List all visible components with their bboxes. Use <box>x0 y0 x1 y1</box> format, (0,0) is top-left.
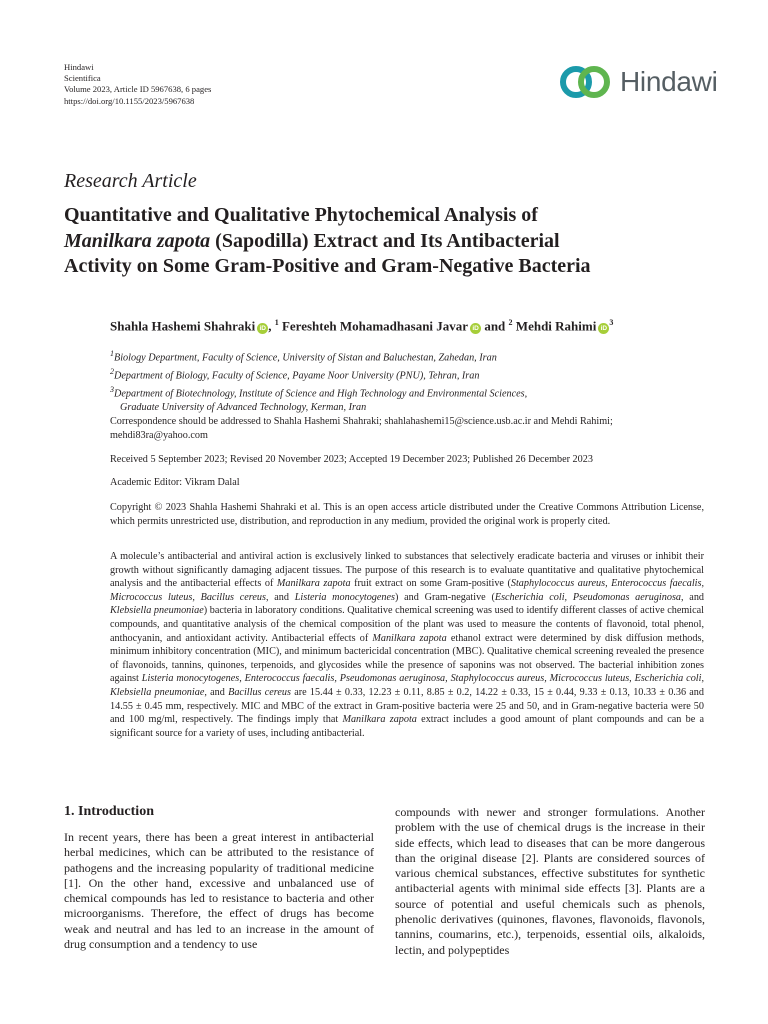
affiliation: $^2$Department of Biology, Faculty of Science, Payame Noor University (PNU), Tehran, Iran <box>110 366 480 382</box>
author-name[interactable]: Mehdi Rahimi <box>515 318 597 334</box>
author-affil-sup: 2 <box>508 318 513 327</box>
journal-meta <box>64 62 211 107</box>
author-name[interactable]: Fereshteh Mohamadhasani Javar <box>281 318 469 334</box>
abstract-italic-run: Listeria monocytogenes <box>294 591 395 603</box>
hindawi-logo-text: Hindawi <box>620 66 718 97</box>
paper-title <box>64 203 704 280</box>
abstract-italic-run: Manilkara zapota <box>342 714 417 726</box>
publisher-name: Hindawi <box>64 62 94 72</box>
abstract-text-run: ) bacteria in laboratory conditions. Qualitative chemical screening was used to identify different classes of active chemical compounds, and quantitative analysis of the chemical composition of the plant was used to measure the contents of flavonoid, total phenol, anthocyanin, and antioxidant activity. Antibacterial effects of <box>110 605 705 644</box>
publication-dates: Received 5 September 2023; Revised 20 November 2023; Accepted 19 December 2023; Published 26 December 2023 <box>110 454 593 465</box>
doi-link[interactable]: https://doi.org/10.1155/2023/5967638 <box>64 95 195 106</box>
abstract-text-run: extract includes a good amount of plant compounds and can be a significant source for a variety of uses, including antibacterial. <box>110 714 704 739</box>
abstract-text-run: ) and Gram-negative ( <box>395 591 495 603</box>
abstract-italic-run: Bacillus cereus <box>228 686 291 698</box>
affiliation: $^1$Biology Department, Faculty of Science, University of Sistan and Baluchestan, Zahedan, Iran <box>110 349 497 364</box>
hindawi-logo-icon <box>556 64 614 100</box>
abstract-text-run: , and <box>681 591 705 603</box>
affiliations <box>110 347 710 414</box>
author-separator: , <box>268 318 275 334</box>
title-line-1: Quantitative and Qualitative Phytochemical Analysis of <box>64 204 538 226</box>
abstract-text-run: A molecule’s antibacterial and antiviral action is exclusively linked to substances that selectively eradicate bacteria and viruses or inhibit their growth without significantly damaging adjacent tissues. The purpose of this research is to evaluate quantitative and qualitative phytochemical analysis and the antibacterial effects of <box>110 551 704 590</box>
introduction-column-1: In recent years, there has been a great interest in antibacterial herbal medicines, which can be attributed to the resistance of pathogens and the increasing popularity of traditional medicine [1]. On the other hand, excessive and unbalanced use of chemical compounds has led to resistance to bacteria and other microorganisms. Therefore, the effect of drugs has become weak and neutral and has led to an increase in the amount of drug consumption and a tendency to use <box>64 830 374 952</box>
abstract-italic-run: Staphylococcus aureus, Enterococcus faecalis, Micrococcus luteus, Bacillus cereus <box>110 578 704 603</box>
title-line-3: Activity on Some Gram-Positive and Gram-Negative Bacteria <box>64 255 591 277</box>
academic-editor: Academic Editor: Vikram Dalal <box>110 477 240 488</box>
copyright-notice: Copyright © 2023 Shahla Hashemi Shahraki et al. This is an open access article distributed under the Creative Commons Attribution License, which permits unrestricted use, distribution, and reproduction in any medium, provided the original work is properly cited. <box>110 502 704 527</box>
author-affil-sup: 1 <box>274 318 279 327</box>
abstract-text-run: are 15.44 ± 0.33, 12.23 ± 0.11, 8.85 ± 0.2, 14.22 ± 0.33, 15 ± 0.44, 9.33 ± 0.13, 10.33 ± 0.36 and 14.55 ± 0.45 mm, respectively. MIC and MBC of the extract in Gram-positive bacteria were 25 and 50, and in Gram-negative bacteria were 50 and 100 mg/ml, respectively. The findings imply that <box>110 686 704 726</box>
abstract <box>110 550 704 740</box>
title-species: Manilkara zapota <box>64 229 211 252</box>
orcid-icon[interactable]: iD <box>598 323 609 334</box>
abstract-italic-run: Manilkara zapota <box>276 578 351 590</box>
journal-name: Scientifica <box>64 73 101 84</box>
abstract-text-run: ethanol extract were determined by disk diffusion methods, minimum inhibitory concentration (MIC), and minimum bactericidal concentration (MBC). Qualitative chemical screening revealed the presence of flavonoids, tannins, quinones, terpenoids, and glycosides while the presence of saponins was not observed. The bacterial inhibition zones against <box>110 632 704 685</box>
abstract-text-run: , and <box>204 686 229 698</box>
abstract-italic-run: Manilkara zapota <box>372 632 447 644</box>
orcid-icon[interactable]: iD <box>470 323 481 334</box>
introduction-column-2: compounds with newer and stronger formulations. Another problem with the use of chemical drugs is the increase in their side effects, which lead to diseases that can be more dangerous than the original disease [2]. Plants are considered sources of various chemical substances, effective substitutes for synthetic antibacterial agents with minimal side effects [3]. Plants are a source of potential and useful chemicals such as phenols, phenolic derivatives (quinones, flavones, flavonoids, flavonols, tannins, coumarins, etc.), terpenoids, essential oils, alkaloids, lectin, and polypeptides <box>395 805 705 957</box>
abstract-italic-run: Klebsiella pneumoniae <box>110 605 204 617</box>
title-line-2 <box>64 229 704 255</box>
orcid-icon[interactable]: iD <box>257 323 268 334</box>
abstract-italic-run: Escherichia coli, Pseudomonas aeruginosa <box>494 591 682 603</box>
author-affil-sup: 3 <box>609 318 614 327</box>
title-line-2-rest: (Sapodilla) Extract and Its Antibacterial <box>210 229 560 252</box>
hindawi-logo[interactable] <box>556 62 718 102</box>
abstract-text-run: , and <box>265 591 295 603</box>
abstract-italic-run: Listeria monocytogenes, Enterococcus faecalis, Pseudomonas aeruginosa, Staphylococcus aureus, Micrococcus luteus, Escherichia coli, Klebsiella pneumoniae <box>110 673 705 698</box>
abstract-text-run: fruit extract on some Gram-positive ( <box>350 578 511 590</box>
volume-info: Volume 2023, Article ID 5967638, 6 pages <box>64 84 212 95</box>
author-separator: and <box>481 318 509 334</box>
affiliation: $^3$Department of Biotechnology, Institute of Science and High Technology and Environmental Sciences, <box>110 384 528 400</box>
author-name[interactable]: Shahla Hashemi Shahraki <box>110 318 256 334</box>
affiliation-continued: Graduate University of Advanced Technology, Kerman, Iran <box>120 401 367 413</box>
author-list <box>110 318 710 334</box>
article-type: Research Article <box>64 170 197 192</box>
correspondence: Correspondence should be addressed to Shahla Hashemi Shahraki; shahlahashemi15@science.usb.ac.ir and Mehdi Rahimi; mehdi83ra@yahoo.com <box>110 416 613 441</box>
section-heading-introduction: 1. Introduction <box>64 804 154 819</box>
